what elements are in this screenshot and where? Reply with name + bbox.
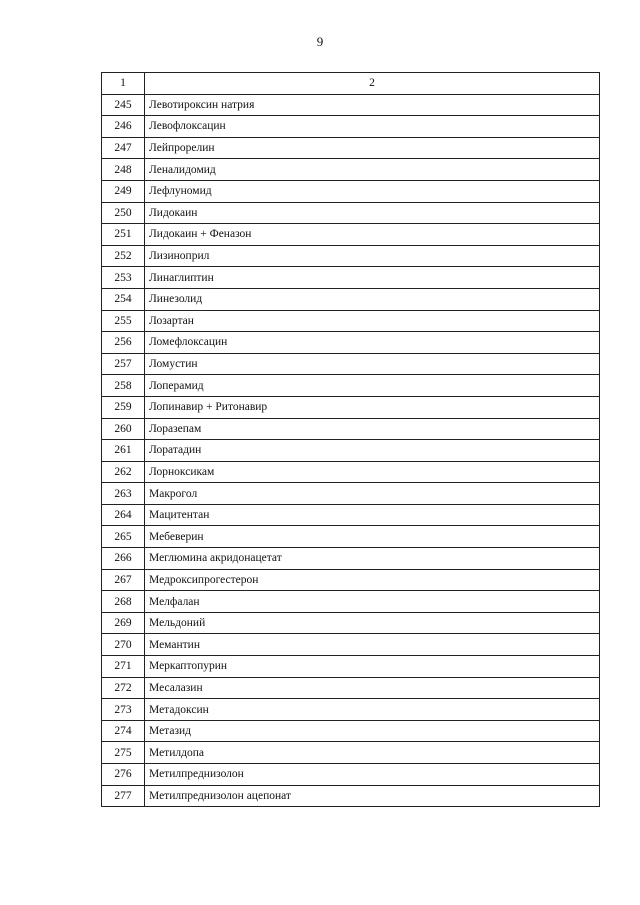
table-row [102,159,600,181]
table-row [102,742,600,764]
drug-name: Макрогол [145,483,600,505]
drug-name: Мемантин [145,634,600,656]
drug-name: Меркаптопурин [145,656,600,678]
row-number: 261 [102,440,145,462]
drug-name: Ломефлоксацин [145,332,600,354]
table-row [102,504,600,526]
drug-name: Лорноксикам [145,461,600,483]
table-row [102,396,600,418]
drug-name: Левофлоксацин [145,116,600,138]
row-number: 253 [102,267,145,289]
drug-name: Линезолид [145,288,600,310]
drug-name: Метилдопа [145,742,600,764]
drug-name: Лоперамид [145,375,600,397]
table-row [102,440,600,462]
row-number: 265 [102,526,145,548]
row-number: 257 [102,353,145,375]
table-row [102,94,600,116]
row-number: 250 [102,202,145,224]
table-row [102,764,600,786]
table-row [102,267,600,289]
row-number: 258 [102,375,145,397]
drug-name: Лозартан [145,310,600,332]
row-number: 271 [102,656,145,678]
table-row [102,375,600,397]
row-number: 256 [102,332,145,354]
row-number: 248 [102,159,145,181]
drug-name: Метилпреднизолон [145,764,600,786]
row-number: 255 [102,310,145,332]
row-number: 254 [102,288,145,310]
row-number: 264 [102,504,145,526]
row-number: 275 [102,742,145,764]
drug-name: Медроксипрогестерон [145,569,600,591]
drug-name: Месалазин [145,677,600,699]
drug-name: Линаглиптин [145,267,600,289]
row-number: 266 [102,548,145,570]
table-row [102,137,600,159]
drug-name: Ломустин [145,353,600,375]
table-row [102,720,600,742]
table-row [102,224,600,246]
table-row [102,180,600,202]
table-row [102,699,600,721]
table-row [102,418,600,440]
row-number: 247 [102,137,145,159]
table-row [102,483,600,505]
table-row [102,353,600,375]
drug-name: Лейпрорелин [145,137,600,159]
table-row [102,612,600,634]
row-number: 267 [102,569,145,591]
drug-name: Леналидомид [145,159,600,181]
drug-table [101,72,600,807]
row-number: 268 [102,591,145,613]
row-number: 269 [102,612,145,634]
drug-name: Лопинавир + Ритонавир [145,396,600,418]
row-number: 276 [102,764,145,786]
table-row [102,591,600,613]
table-row [102,677,600,699]
table-row [102,785,600,807]
row-number: 274 [102,720,145,742]
row-number: 262 [102,461,145,483]
row-number: 260 [102,418,145,440]
drug-name: Лизиноприл [145,245,600,267]
drug-name: Лидокаин + Феназон [145,224,600,246]
drug-name: Метилпреднизолон ацепонат [145,785,600,807]
row-number: 272 [102,677,145,699]
table-body [102,94,600,807]
drug-name: Лоразепам [145,418,600,440]
table-row [102,461,600,483]
row-number: 245 [102,94,145,116]
row-number: 251 [102,224,145,246]
row-number: 252 [102,245,145,267]
drug-name: Мебеверин [145,526,600,548]
drug-name: Мельдоний [145,612,600,634]
drug-name: Мелфалан [145,591,600,613]
table-row [102,634,600,656]
row-number: 246 [102,116,145,138]
row-number: 263 [102,483,145,505]
table-row [102,332,600,354]
table-row [102,245,600,267]
row-number: 277 [102,785,145,807]
table-row [102,526,600,548]
table-header [102,73,600,95]
drug-name: Лефлуномид [145,180,600,202]
row-number: 259 [102,396,145,418]
drug-name: Метазид [145,720,600,742]
row-number: 249 [102,180,145,202]
column-header-number: 1 [102,73,145,95]
page-number: 9 [316,34,324,49]
row-number: 273 [102,699,145,721]
drug-name: Метадоксин [145,699,600,721]
drug-name: Лоратадин [145,440,600,462]
table-header-row [102,73,600,95]
column-header-name: 2 [145,73,600,95]
table-row [102,288,600,310]
drug-name: Лидокаин [145,202,600,224]
drug-name: Левотироксин натрия [145,94,600,116]
drug-name: Мацитентан [145,504,600,526]
table-row [102,569,600,591]
table-row [102,656,600,678]
row-number: 270 [102,634,145,656]
table-row [102,310,600,332]
table-row [102,202,600,224]
drug-name: Меглюмина акридонацетат [145,548,600,570]
table-row [102,116,600,138]
table-row [102,548,600,570]
